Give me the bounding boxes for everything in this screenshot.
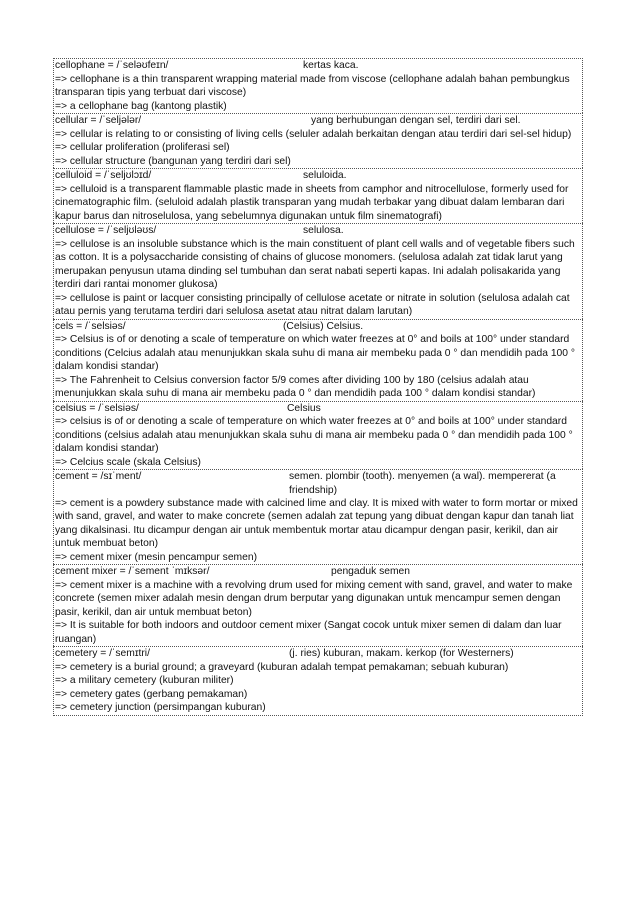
dictionary-entry — [53, 113, 583, 168]
entry-translation: selulosa. — [303, 225, 344, 236]
entry-term: cement = /sɪˈment/ — [55, 471, 142, 482]
entry-translation: seluloida. — [303, 170, 347, 181]
dictionary-entry — [53, 319, 583, 401]
entry-translation: yang berhubungan dengan sel, terdiri dari sel. — [311, 115, 521, 126]
entry-headword-row — [55, 470, 581, 496]
entry-headword-row — [55, 224, 581, 238]
entry-definition-line: => cellulose is paint or lacquer consisting principally of cellulose acetate or nitrate in solution (selulosa adalah cat atau pernis yang terutama terdiri dari selulosa asetat atau nitrat dalam larutan) — [55, 292, 570, 317]
dictionary-entry — [53, 646, 583, 716]
entry-definition-line: => Celcius scale (skala Celsius) — [55, 456, 201, 468]
entry-term: cellophane = /ˈseləʊfeɪn/ — [55, 60, 169, 71]
dictionary-entry — [53, 223, 583, 319]
entry-headword-row — [55, 565, 581, 579]
entry-term: cels = /ˈselsiəs/ — [55, 320, 126, 332]
entry-definition-line: => cement mixer is a machine with a revolving drum used for mixing cement with sand, gravel, and water to make concrete (semen mixer adalah mesin dengan drum berputar yang digunakan untuk mencampur semen dengan pasir, kerikil, dan air untuk membuat beton) — [55, 579, 573, 618]
entry-term: cellulose = /ˈseljʊləʊs/ — [55, 225, 157, 236]
entry-headword-row — [55, 169, 581, 183]
entry-translation: pengaduk semen — [331, 566, 411, 577]
entry-term: cellular = /ˈseljələr/ — [55, 115, 142, 126]
entry-definition-line: => cemetery gates (gerbang pemakaman) — [55, 688, 248, 700]
entry-definition-line: => cellular structure (bangunan yang terdiri dari sel) — [55, 155, 291, 167]
entry-translation: (Celsius) Celsius. — [283, 320, 364, 332]
dictionary-entry — [53, 168, 583, 223]
entry-list — [53, 58, 583, 716]
entry-headword-row — [55, 114, 581, 128]
entry-headword-row — [55, 647, 581, 661]
entry-definition-line: => cement is a powdery substance made with calcined lime and clay. It is mixed with water to form mortar or mixed with sand, gravel, and water to make concrete (semen adalah zat tepung yang dibuat dengan kapur dan tanah liat yang dikalsinasi. Itu dicampur dengan air untuk membentuk mortar atau dicampur dengan pasir, kerikil, dan air untuk membuat beton) — [55, 497, 578, 549]
entry-definition-line: => a military cemetery (kuburan militer) — [55, 675, 234, 686]
entry-term: cement mixer = /ˈsement ˈmɪksər/ — [55, 566, 210, 577]
entry-definition-line: => a cellophane bag (kantong plastik) — [55, 100, 227, 112]
entry-term: cemetery = /ˈsemɪtri/ — [55, 648, 150, 659]
entry-definition-line: => Celsius is of or denoting a scale of temperature on which water freezes at 0° and boils at 100° under standard conditions (Celcius adalah atau menunjukkan skala suhu di mana air membeku pada 0 ° dan mendidih pada 100 ° dalam kondisi standar) — [55, 334, 575, 372]
entry-term: celsius = /ˈselsiəs/ — [55, 402, 139, 414]
entry-definition-line: => cemetery is a burial ground; a graveyard (kuburan adalah tempat pemakaman; sebuah kuburan) — [55, 661, 509, 673]
dictionary-entry — [53, 564, 583, 646]
entry-definition-line: => cellular proliferation (proliferasi sel) — [55, 142, 230, 153]
entry-definition-line: => celsius is of or denoting a scale of temperature on which water freezes at 0° and boils at 100° under standard conditions (celsius adalah atau menunjukkan skala suhu di mana air membeku pada 0 ° dan mendidih pada 100 ° dalam kondisi standar) — [55, 416, 573, 454]
dictionary-entry — [53, 58, 583, 113]
entry-definition-line: => cellophane is a thin transparent wrapping material made from viscose (cellophane adalah bahan pembungkus transparan tipis yang terbuat dari viscose) — [55, 73, 570, 98]
entry-definition-line: => It is suitable for both indoors and outdoor cement mixer (Sangat cocok untuk mixer semen di dalam dan luar ruangan) — [55, 620, 562, 645]
entry-headword-row — [55, 320, 581, 334]
entry-definition-line: => cellulose is an insoluble substance which is the main constituent of plant cell walls and of vegetable fibers such as cotton. It is a polysaccharide consisting of chains of glucose monomers. (selulosa adalah zat tidak larut yang merupakan penyusun utama dinding sel tumbuhan dan serat nabati seperti kapas. Ini adalah polisakarida yang terdiri dari rantai monomer glukosa) — [55, 238, 575, 290]
entry-definition-line: => cellular is relating to or consisting of living cells (seluler adalah berkaitan dengan atau terdiri dari sel-sel hidup) — [55, 128, 572, 140]
entry-translation: Celsius — [287, 402, 321, 414]
dictionary-page — [53, 58, 583, 716]
entry-headword-row — [55, 402, 581, 416]
entry-definition-line: => cemetery junction (persimpangan kuburan) — [55, 702, 266, 713]
entry-translation: kertas kaca. — [303, 60, 359, 71]
entry-headword-row — [55, 59, 581, 73]
dictionary-entry — [53, 469, 583, 564]
entry-definition-line: => The Fahrenheit to Celsius conversion factor 5/9 comes after dividing 100 by 180 (celsius adalah atau menunjukkan skala suhu di mana air membeku pada 0 ° dan mendidih pada 100 ° dalam kondisi standar) — [55, 374, 536, 399]
dictionary-entry — [53, 401, 583, 470]
entry-translation: (j. ries) kuburan, makam. kerkop (for Westerners) — [289, 648, 514, 659]
entry-translation: semen. plombir (tooth). menyemen (a wal). mempererat (a friendship) — [289, 471, 556, 496]
entry-definition-line: => celluloid is a transparent flammable plastic made in sheets from camphor and nitrocellulose, formerly used for cinematographic film. (seluloid adalah plastik transparan yang mudah terbakar yang dibuat dalam lembaran dari kapur barus dan nitroselulosa, yang sebelumnya digunakan untuk film sinematografi) — [55, 183, 569, 222]
entry-definition-line: => cement mixer (mesin pencampur semen) — [55, 551, 258, 563]
entry-term: celluloid = /ˈseljʊlɔɪd/ — [55, 170, 152, 181]
